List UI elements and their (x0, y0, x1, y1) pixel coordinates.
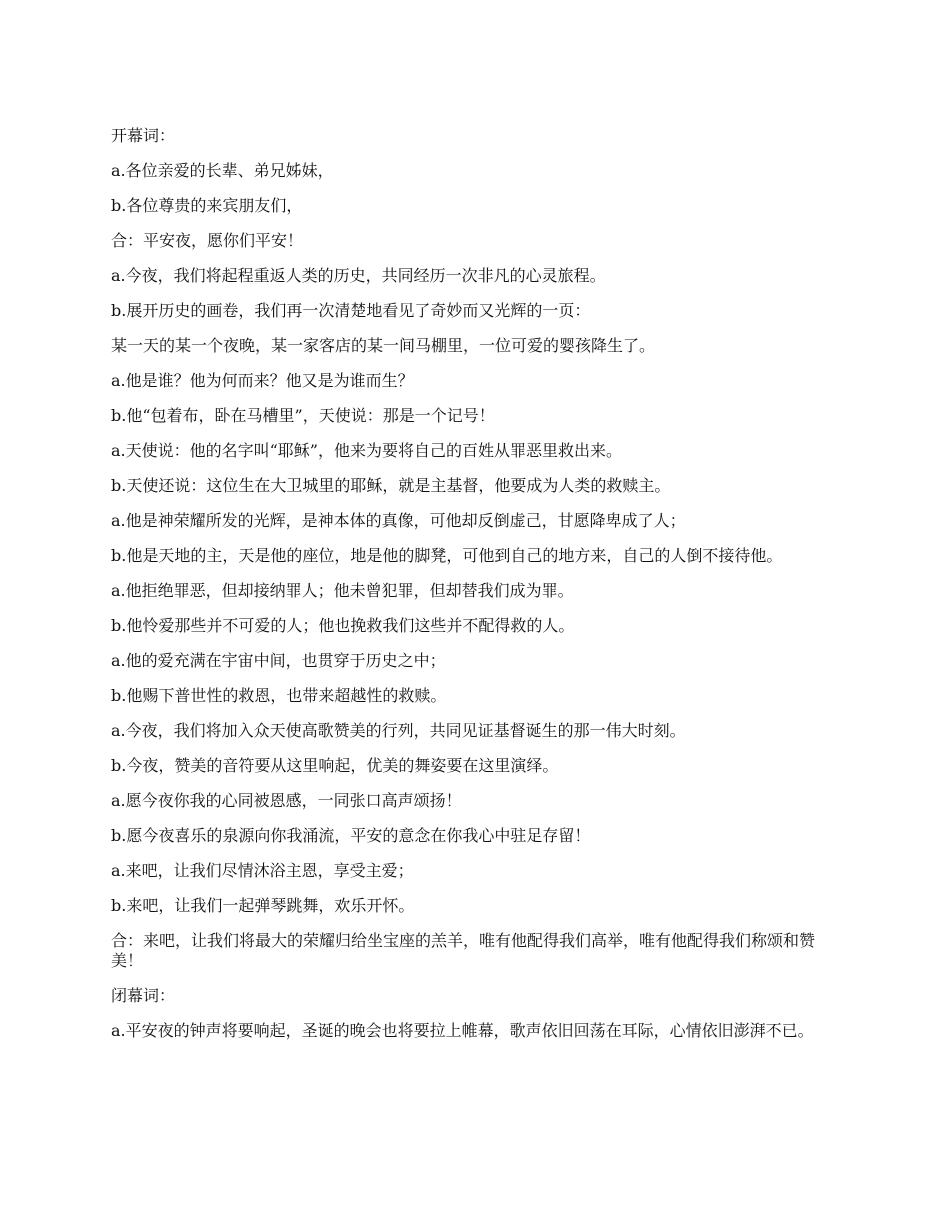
paragraph-opening-heading: 开幕词： (111, 126, 176, 145)
paragraph: b.愿今夜喜乐的泉源向你我涌流，平安的意念在你我心中驻足存留！ (111, 826, 591, 845)
paragraph: 合：平安夜，愿你们平安！ (111, 231, 304, 250)
paragraph: a.今夜，我们将起程重返人类的历史，共同经历一次非凡的心灵旅程。 (111, 266, 606, 285)
paragraph: 合：来吧，让我们将最大的荣耀归给坐宝座的羔羊，唯有他配得我们高举，唯有他配得我们称颂和赞美！ (111, 931, 816, 970)
paragraph-closing-heading: 闭幕词： (111, 986, 176, 1005)
paragraph: b.他怜爱那些并不可爱的人；他也挽救我们这些并不配得救的人。 (111, 616, 575, 635)
paragraph: a.今夜，我们将加入众天使高歌赞美的行列，共同见证基督诞生的那一伟大时刻。 (111, 721, 686, 740)
paragraph: b.今夜，赞美的音符要从这里响起，优美的舞姿要在这里演绎。 (111, 756, 559, 775)
paragraph: a.来吧，让我们尽情沐浴主恩，享受主爱； (111, 861, 414, 880)
paragraph: a.平安夜的钟声将要响起，圣诞的晚会也将要拉上帷幕，歌声依旧回荡在耳际，心情依旧澎湃不已。 (111, 1021, 814, 1040)
paragraph: b.他“包着布，卧在马槽里”，天使说：那是一个记号！ (111, 406, 495, 425)
paragraph: 某一天的某一个夜晚，某一家客店的某一间马棚里，一位可爱的婴孩降生了。 (111, 336, 656, 355)
paragraph: a.他是谁？他为何而来？他又是为谁而生？ (111, 371, 414, 390)
paragraph: b.来吧，让我们一起弹琴跳舞，欢乐开怀。 (111, 896, 415, 915)
paragraph: b.天使还说：这位生在大卫城里的耶稣，就是主基督，他要成为人类的救赎主。 (111, 476, 671, 495)
document-page (111, 126, 843, 1056)
paragraph: a.他的爱充满在宇宙中间，也贯穿于历史之中； (111, 651, 446, 670)
paragraph: a.他是神荣耀所发的光辉，是神本体的真像，可他却反倒虚己，甘愿降卑成了人； (111, 511, 686, 530)
paragraph: a.他拒绝罪恶，但却接纳罪人；他未曾犯罪，但却替我们成为罪。 (111, 581, 574, 600)
paragraph: b.他赐下普世性的救恩，也带来超越性的救赎。 (111, 686, 447, 705)
paragraph: b.他是天地的主，天是他的座位，地是他的脚凳，可他到自己的地方来，自己的人倒不接待他。 (111, 546, 783, 565)
paragraph: b.展开历史的画卷，我们再一次清楚地看见了奇妙而又光辉的一页： (111, 301, 591, 320)
paragraph: a.天使说：他的名字叫“耶稣”，他来为要将自己的百姓从罪恶里救出来。 (111, 441, 622, 460)
paragraph: b.各位尊贵的来宾朋友们， (111, 196, 303, 215)
paragraph: a.愿今夜你我的心同被恩感，一同张口高声颂扬！ (111, 791, 462, 810)
paragraph: a.各位亲爱的长辈、弟兄姊妹， (111, 161, 334, 180)
